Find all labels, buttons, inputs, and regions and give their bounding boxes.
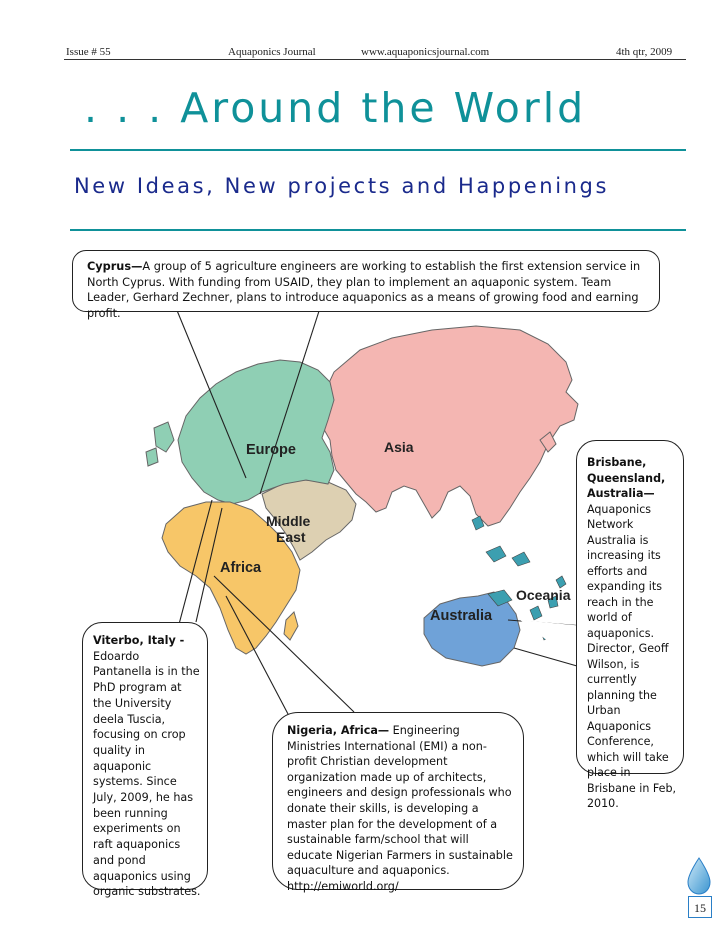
australia-region (424, 592, 520, 666)
callout-viterbo (82, 622, 208, 899)
callout-nigeria-lead: Nigeria, Africa— (287, 724, 390, 737)
page-title: . . . Around the World (84, 84, 587, 132)
callout-nigeria (272, 712, 524, 893)
header-website: www.aquaponicsjournal.com (361, 46, 490, 58)
page-subtitle: New Ideas, New projects and Happenings (74, 174, 610, 198)
callout-cyprus (72, 250, 660, 320)
label-middle-east-line1: Middle (266, 513, 311, 529)
water-drop-icon (684, 856, 714, 896)
callout-brisbane (576, 440, 684, 810)
asia-region (322, 326, 578, 526)
callout-cyprus-text: A group of 5 agriculture engineers are working to establish the first extension service in North Cyprus. With funding from USAID, they plan to implement an aquaponic system. Team Leader, Gerhard Zechner, plans to introduce aquaponics as a means of growing food and earning profit. (87, 260, 641, 320)
header-journal: Aquaponics Journal (228, 46, 316, 58)
header-issue: Issue # 55 (66, 46, 111, 58)
callout-brisbane-lead: Brisbane, Queensland, Australia— (587, 456, 666, 500)
label-australia: Australia (430, 608, 493, 624)
page-number: 15 (688, 896, 712, 918)
callout-brisbane-text: Aquaponics Network Australia is increasing its efforts and expanding its reach in the world of aquaponics. Director, Geoff Wilson, is currently planning the Urban Aquaponics Conference, which will take place in Brisbane in Feb, 2010. (587, 502, 677, 810)
label-asia: Asia (384, 439, 414, 455)
label-africa: Africa (220, 560, 262, 576)
callout-nigeria-text: Engineering Ministries International (EMI) a non-profit Christian development organization made up of architects, engineers and design professionals who donate their skills, is developing a master plan for the development of a sustainable farm/school that will educate Nigerian Farmers in sustainable aquaculture and aquaponics. http://emiworld.org/ (287, 724, 513, 893)
header-quarter: 4th qtr, 2009 (616, 46, 673, 58)
callout-cyprus-lead: Cyprus— (87, 260, 143, 273)
callout-viterbo-text: Edoardo Pantanella is in the PhD program at the University deela Tuscia, focusing on crop quality in aquaponic systems. Since July, 2009, he has been running experiments on raft aquaponics and pond aquaponics using organic substrates. (93, 649, 201, 899)
label-oceania: Oceania (516, 587, 571, 603)
label-middle-east-line2: East (276, 529, 306, 545)
label-europe: Europe (246, 442, 296, 458)
callout-viterbo-lead: Viterbo, Italy - (93, 634, 185, 647)
